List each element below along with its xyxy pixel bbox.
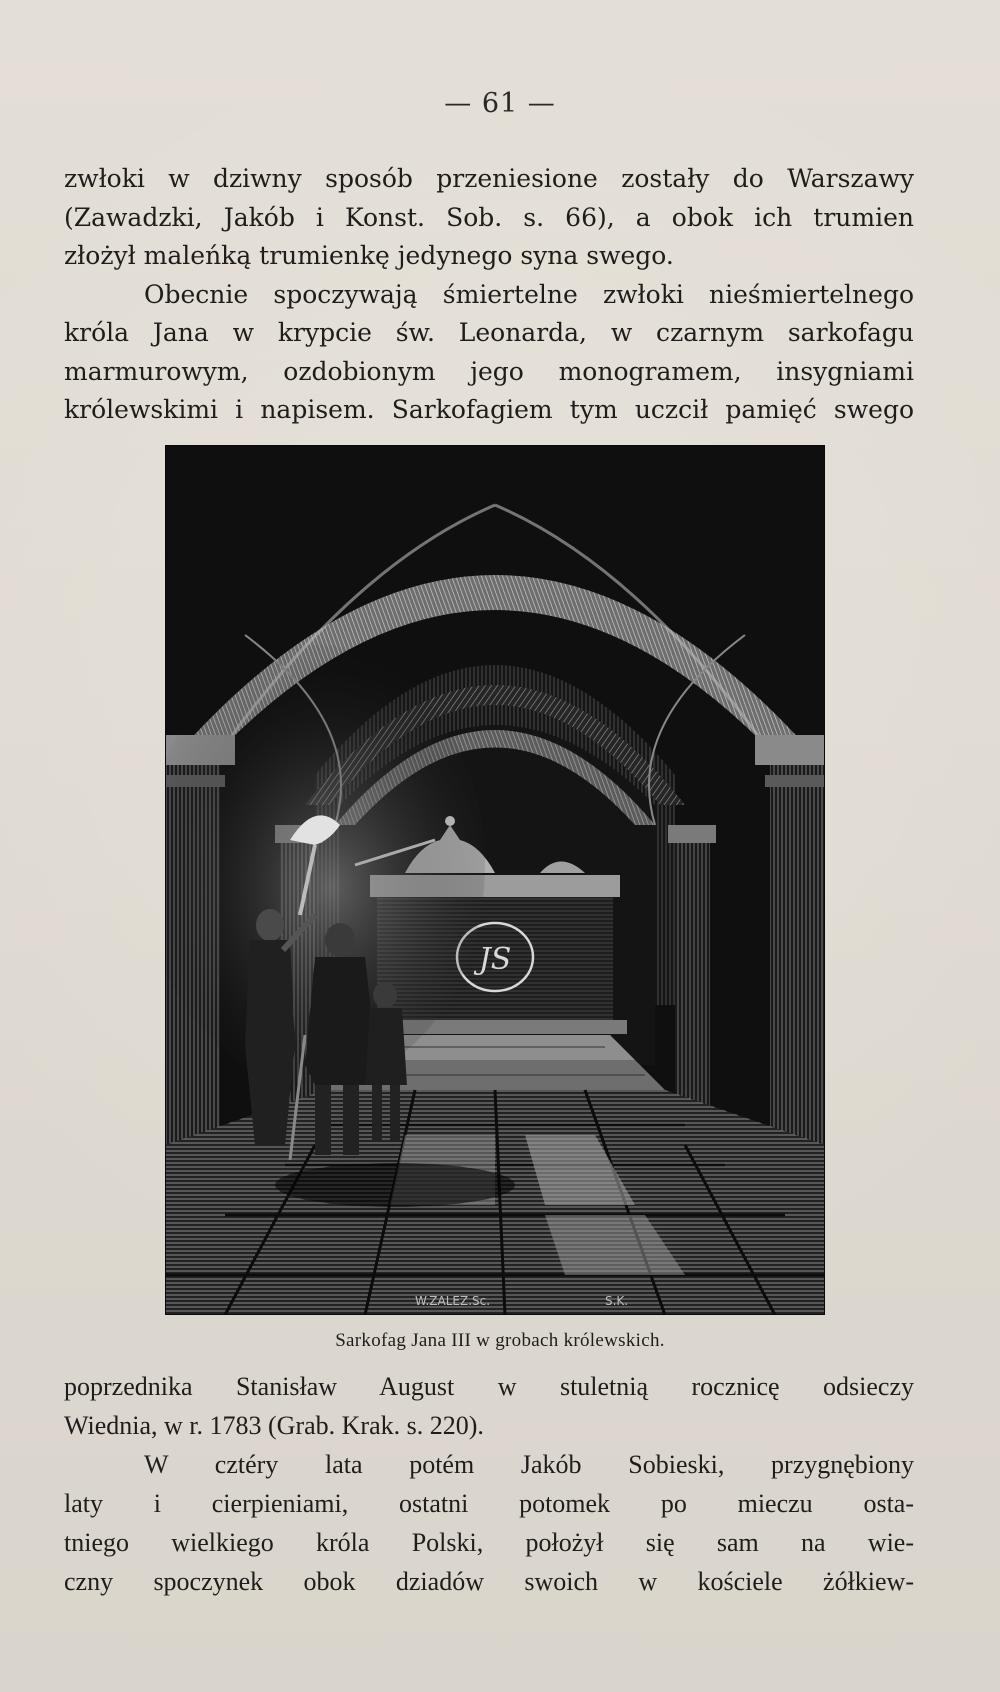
bottom-paragraphs xyxy=(64,1367,914,1601)
artist-signature: S.K. xyxy=(605,1294,629,1308)
text-line: złożył maleńką trumienkę jedynego syna swego. xyxy=(64,241,674,270)
engraver-signature: W.ZALEZ.Sc. xyxy=(415,1294,491,1308)
text-line: W cztéry lata potém Jakób Sobieski, przygnębiony xyxy=(144,1450,914,1479)
text-line: Wiednia, w r. 1783 (Grab. Krak. s. 220). xyxy=(64,1411,484,1440)
text-line: królewskimi i napisem. Sarkofagiem tym uczcił pamięć swego xyxy=(64,395,914,424)
text-line: zwłoki w dziwny sposób przeniesione zostały do Warszawy xyxy=(64,164,914,193)
text-line: Obecnie spoczywają śmiertelne zwłoki nieśmiertelnego xyxy=(144,279,914,309)
text-line: tniego wielkiego króla Polski, położył się sam na wie- xyxy=(64,1528,914,1557)
sarcophagus-monogram: JS xyxy=(478,942,512,977)
page-number: — 61 — xyxy=(444,88,556,119)
text-line: czny spoczynek obok dziadów swoich w kościele żółkiew- xyxy=(64,1567,914,1596)
text-line: poprzednika Stanisław August w stuletnią rocznicę odsieczy xyxy=(64,1372,914,1401)
illustration-caption: Sarkofag Jana III w grobach królewskich. xyxy=(335,1330,665,1351)
top-paragraphs xyxy=(64,160,914,430)
text-line: (Zawadzki, Jakób i Konst. Sob. s. 66), a obok ich trumien xyxy=(64,202,914,232)
text-line: króla Jana w krypcie św. Leonarda, w czarnym sarkofagu xyxy=(64,318,914,347)
text-line: laty i cierpieniami, ostatni potomek po mieczu osta- xyxy=(64,1489,914,1518)
text-line: marmurowym, ozdobionym jego monogramem, insygniami xyxy=(64,356,914,386)
crypt-engraving xyxy=(165,445,825,1315)
